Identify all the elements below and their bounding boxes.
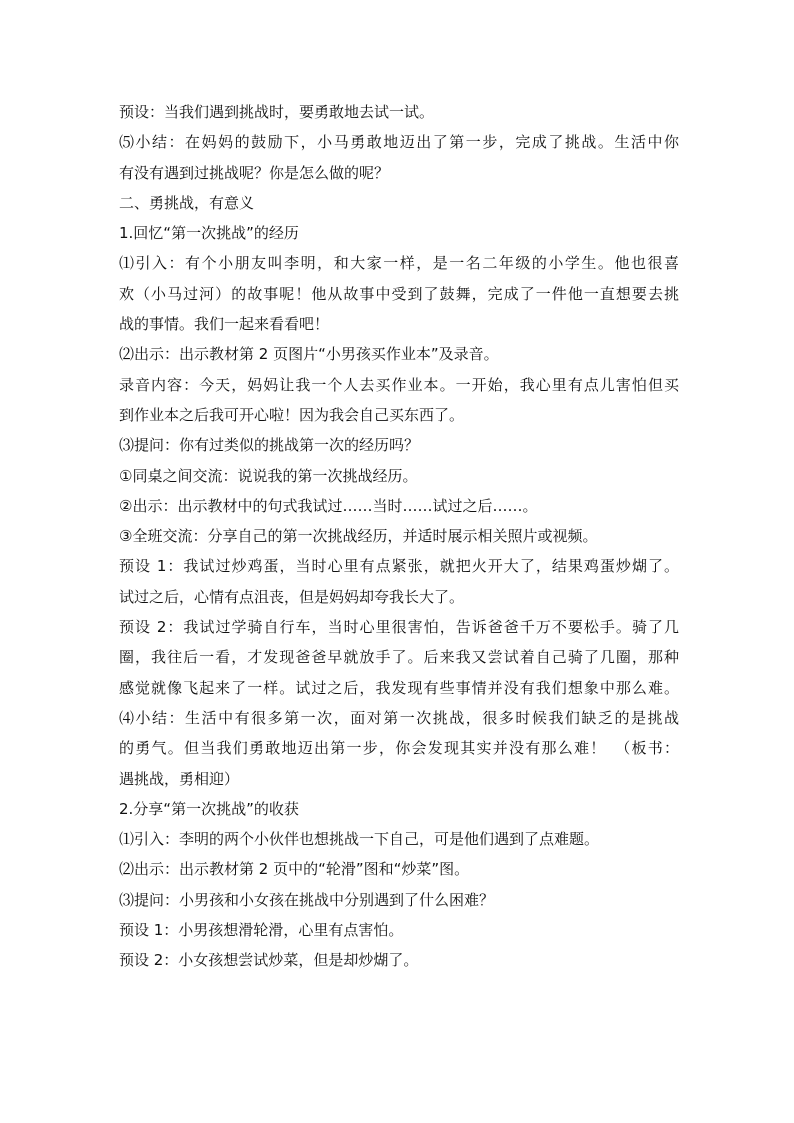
text-line: 圈，我往后一看，才发现爸爸早就放手了。后来我又尝试着自己骑了几圈，那种: [119, 648, 679, 667]
text-line: ⑶提问：你有过类似的挑战第一次的经历吗？: [119, 436, 420, 455]
text-line: 试过之后，心情有点沮丧，但是妈妈却夸我长大了。: [119, 587, 465, 606]
text-line: 战的事情。我们一起来看看吧！: [119, 315, 330, 334]
text-line: 录音内容：今天，妈妈让我一个人去买作业本。一开始，我心里有点儿害怕但买: [119, 375, 679, 394]
text-line: ⑴引入：有个小朋友叫李明，和大家一样，是一名二年级的小学生。他也很喜: [119, 254, 679, 273]
text-line: ③全班交流：分享自己的第一次挑战经历，并适时展示相关照片或视频。: [119, 527, 598, 546]
text-line: 到作业本之后我可开心啦！因为我会自己买东西了。: [119, 405, 465, 424]
text-line: ⑴引入：李明的两个小伙伴也想挑战一下自己，可是他们遇到了点难题。: [119, 830, 600, 849]
text-line: ⑶提问：小男孩和小女孩在挑战中分别遇到了什么困难？: [119, 890, 495, 909]
text-line: 预设：当我们遇到挑战时，要勇敢地去试一试。: [119, 103, 435, 121]
text-line: 预设 2：我试过学骑自行车，当时心里很害怕，告诉爸爸千万不要松手。骑了几: [119, 618, 679, 637]
text-line: 的勇气。但当我们勇敢地迈出第一步，你会发现其实并没有那么难！ （板书：: [119, 739, 679, 758]
section-heading: 二、勇挑战，有意义: [119, 193, 255, 212]
subsection-heading: 1.回忆“第一次挑战”的经历: [119, 224, 299, 243]
document-body: [119, 97, 679, 976]
text-line: ①同桌之间交流：说说我的第一次挑战经历。: [119, 466, 418, 485]
text-line: 欢（小马过河）的故事呢！他从故事中受到了鼓舞，完成了一件他一直想要去挑: [119, 284, 679, 303]
text-line: 有没有遇到过挑战呢？你是怎么做的呢？: [119, 163, 390, 182]
text-line: 遇挑战，勇相迎）: [119, 769, 240, 788]
text-line: ⑷小结：生活中有很多第一次，面对第一次挑战，很多时候我们缺乏的是挑战: [119, 708, 679, 727]
text-line: ②出示：出示教材中的句式我试过……当时……试过之后……。: [119, 496, 538, 515]
subsection-heading: 2.分享“第一次挑战”的收获: [119, 799, 299, 818]
text-line: ⑸小结：在妈妈的鼓励下，小马勇敢地迈出了第一步，完成了挑战。生活中你: [119, 133, 679, 152]
text-line: 感觉就像飞起来了一样。试过之后，我发现有些事情并没有我们想象中那么难。: [119, 678, 679, 697]
text-line: 预设 1：我试过炒鸡蛋，当时心里有点紧张，就把火开大了，结果鸡蛋炒煳了。: [119, 557, 679, 576]
text-line: 预设 2：小女孩想尝试炒菜，但是却炒煳了。: [119, 951, 419, 970]
text-line: ⑵出示：出示教材第 2 页中的“轮滑”图和“炒菜”图。: [119, 860, 470, 879]
text-line: 预设 1：小男孩想滑轮滑，心里有点害怕。: [119, 921, 404, 940]
text-line: ⑵出示：出示教材第 2 页图片“小男孩买作业本”及录音。: [119, 345, 499, 364]
